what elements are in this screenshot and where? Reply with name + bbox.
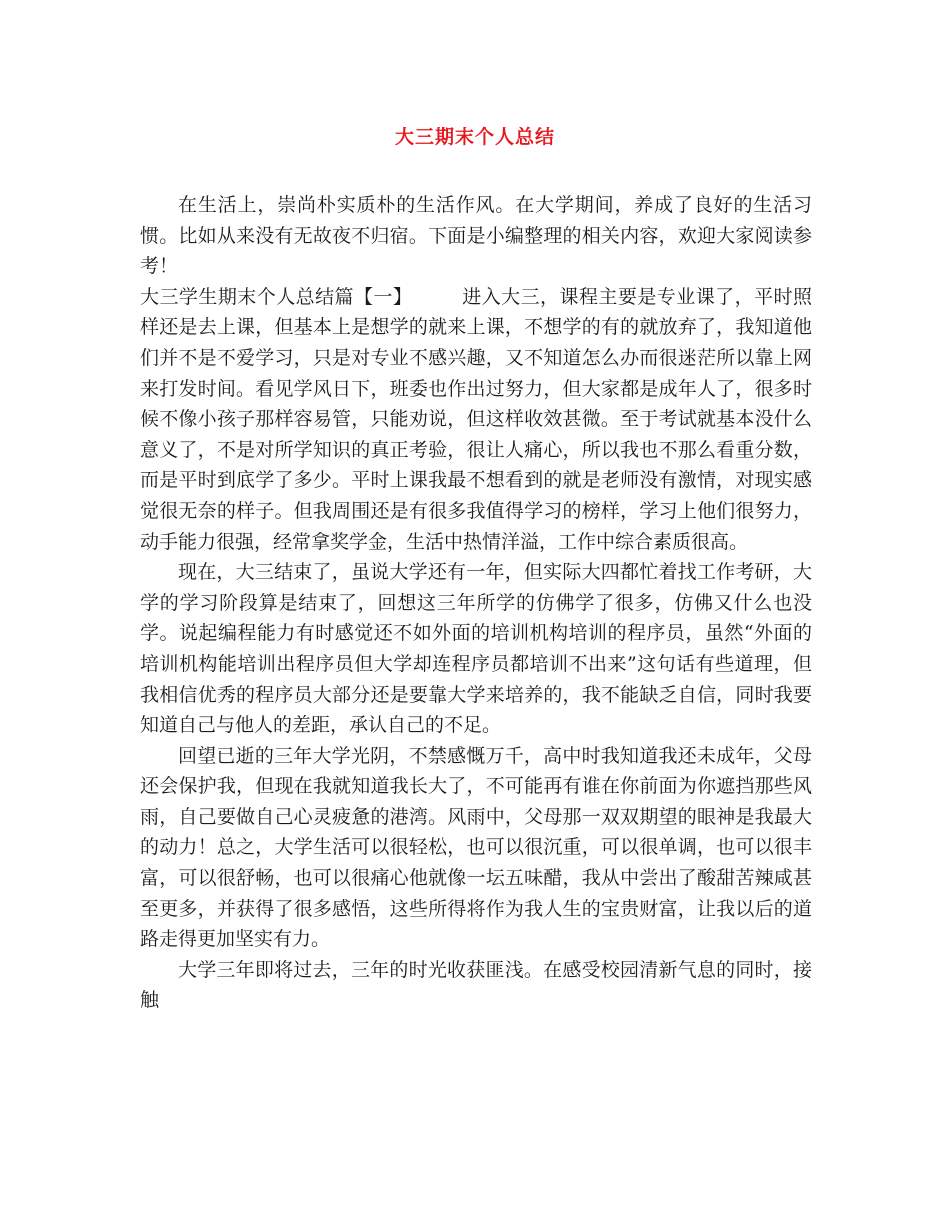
body-paragraph: 大学三年即将过去，三年的时光收获匪浅。在感受校园清新气息的同时，接触 (140, 958, 812, 1012)
body-paragraph: 回望已逝的三年大学光阴，不禁感慨万千，高中时我知道我还未成年，父母还会保护我，但现在我就知道我长大了，不可能再有谁在你前面为你遮挡那些风雨，自己要做自己心灵疲惫的港湾。风雨中，父母那一双双期望的眼神是我最大的动力！总之，大学生活可以很轻松，也可以很沉重，可以很单调，也可以很丰富，可以很舒畅，也可以很痛心他就像一坛五味醋，我从中尝出了酸甜苦辣咸甚至更多，并获得了很多感悟，这些所得将作为我人生的宝贵财富，让我以后的道路走得更加坚实有力。 (140, 744, 812, 951)
section-text: 进入大三，课程主要是专业课了，平时照样还是去上课，但基本上是想学的就来上课，不想学的有的就放弃了，我知道他们并不是不爱学习，只是对专业不感兴趣，又不知道怎么办而很迷茫所以靠上网来打发时间。看见学风日下，班委也作出过努力，但大家都是成年人了，很多时候不像小孩子那样容易管，只能劝说，但这样收效甚微。至于考试就基本没什么意义了，不是对所学知识的真正考验，很让人痛心，所以我也不那么看重分数，而是平时到底学了多少。平时上课我最不想看到的就是老师没有激情，对现实感觉很无奈的样子。但我周围还是有很多我值得学习的榜样，学习上他们很努力，动手能力很强，经常拿奖学金，生活中热情洋溢，工作中综合素质很高。 (140, 285, 812, 553)
document-body (140, 190, 812, 1016)
intro-paragraph: 在生活上，崇尚朴实质朴的生活作风。在大学期间，养成了良好的生活习惯。比如从来没有无故夜不归宿。下面是小编整理的相关内容，欢迎大家阅读参考！ (140, 194, 812, 278)
document-title: 大三期末个人总结 (394, 126, 555, 148)
body-paragraph: 现在，大三结束了，虽说大学还有一年，但实际大四都忙着找工作考研，大学的学习阶段算是结束了，回想这三年所学的仿佛学了很多，仿佛又什么也没学。说起编程能力有时感觉还不如外面的培训机构培训的程序员，虽然“外面的培训机构能培训出程序员但大学却连程序员都培训不出来”这句话有些道理，但我相信优秀的程序员大部分还是要靠大学来培养的，我不能缺乏自信，同时我要知道自己与他人的差距，承认自己的不足。 (140, 561, 812, 737)
section-heading: 大三学生期末个人总结篇【一】 (140, 285, 413, 308)
section-paragraph (140, 282, 812, 557)
